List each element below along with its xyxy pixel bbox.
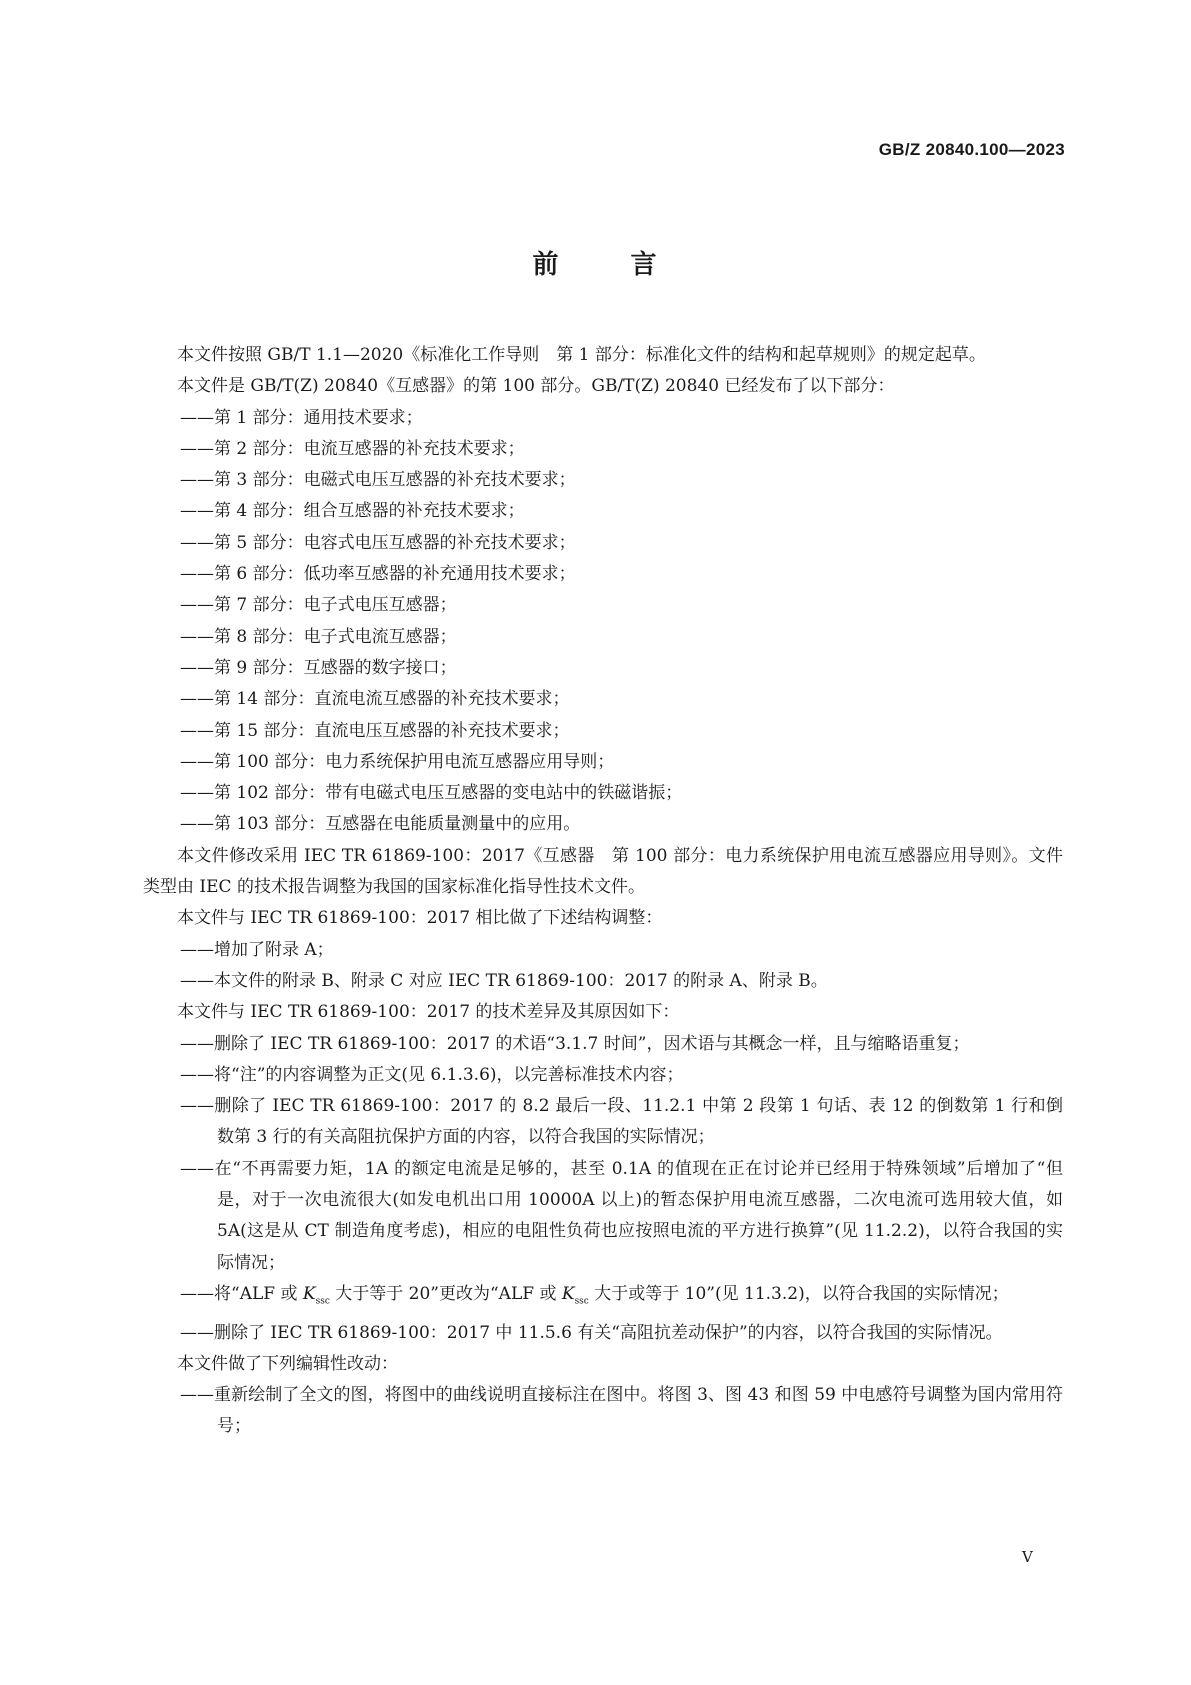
list-item-structure: ——增加了附录 A； [180,939,334,960]
list-item-part: ——第 103 部分：互感器在电能质量测量中的应用。 [180,814,581,835]
text-segment: 大于等于 20”更改为“ALF 或 [329,1283,562,1304]
list-item-part: ——第 7 部分：电子式电压互感器； [180,595,457,616]
paragraph-adoption: 本文件修改采用 IEC TR 61869-100：2017《互感器 第 100 部分：电力系统保护用电流互感器应用导则》。文件类型由 IEC 的技术报告调整为我国的国家标准化指导性技术文件。 [143,845,1063,898]
list-item-structure: ——本文件的附录 B、附录 C 对应 IEC TR 61869-100：2017 的附录 A、附录 B。 [180,970,828,991]
preface-body [143,340,1063,1443]
paragraph-series-intro: 本文件是 GB/T(Z) 20840《互感器》的第 100 部分。GB/T(Z) 20840 已经发布了以下部分： [177,376,895,397]
k-ssc-symbol [302,1283,330,1307]
text-segment: 大于或等于 10”(见 11.3.2)，以符合我国的实际情况； [588,1283,1009,1304]
document-code: GB/Z 20840.100—2023 [878,140,1065,159]
list-item-technical: ——删除了 IEC TR 61869-100：2017 中 11.5.6 有关“高阻抗差动保护”的内容，以符合我国的实际情况。 [180,1322,1003,1343]
paragraph-structure-changes: 本文件与 IEC TR 61869-100：2017 相比做了下述结构调整： [177,908,663,929]
list-item-technical: ——将“注”的内容调整为正文(见 6.1.3.6)，以完善标准技术内容； [180,1064,684,1085]
list-item-part: ——第 4 部分：组合互感器的补充技术要求； [180,501,525,522]
list-item-technical: ——在“不再需要力矩，1A 的额定电流是足够的，甚至 0.1A 的值现在正在讨论并已经用于特殊领域”后增加了“但是，对于一次电流很大(如发电机出口用 10000A 以上)的暂态保护用电流互感器，二次电流可选用较大值，如 5A(这是从 CT 制造角度考虑)，相应的电阻性负荷也应按照电流的平方进行换算”(见 11.2.2)，以符合我国的实际情况； [180,1158,1064,1273]
page-title [0,244,1191,281]
list-item-technical: ——删除了 IEC TR 61869-100：2017 的术语“3.1.7 时间”，因术语与其概念一样，且与缩略语重复； [180,1033,970,1054]
paragraph-technical-differences: 本文件与 IEC TR 61869-100：2017 的技术差异及其原因如下： [177,1002,680,1023]
list-item-part: ——第 3 部分：电磁式电压互感器的补充技术要求； [180,470,576,491]
paragraph-editorial-changes: 本文件做了下列编辑性改动： [177,1353,398,1374]
list-item-part: ——第 100 部分：电力系统保护用电流互感器应用导则； [180,751,615,772]
list-item-part: ——第 1 部分：通用技术要求； [180,407,423,428]
list-item-technical: ——删除了 IEC TR 61869-100：2017 的 8.2 最后一段、11.2.1 中第 2 段第 1 句话、表 12 的倒数第 1 行和倒数第 3 行的有关高阻抗保护方面的内容，以符合我国的实际情况； [180,1096,1063,1148]
ssc-subscript: ssc [574,1296,589,1307]
list-item-part: ——第 2 部分：电流互感器的补充技术要求； [180,438,525,459]
list-item-technical [143,1279,1063,1318]
k-letter: K [302,1283,316,1304]
list-item-part: ——第 5 部分：电容式电压互感器的补充技术要求； [180,532,576,553]
list-item-part: ——第 9 部分：互感器的数字接口； [180,657,457,678]
text-segment: ——将“ALF 或 [180,1283,303,1304]
list-item-part: ——第 15 部分：直流电压互感器的补充技术要求； [180,720,570,741]
k-letter: K [561,1283,575,1304]
list-item-part: ——第 102 部分：带有电磁式电压互感器的变电站中的铁磁谐振； [180,783,683,804]
list-item-part: ——第 6 部分：低功率互感器的补充通用技术要求； [180,564,576,585]
title-char-2: 言 [630,250,659,280]
list-item-part: ——第 8 部分：电子式电流互感器； [180,626,457,647]
title-char-1: 前 [532,250,561,280]
page-number: V [1022,1548,1033,1566]
list-item-editorial: ——重新绘制了全文的图，将图中的曲线说明直接标注在图中。将图 3、图 43 和图 59 中电感符号调整为国内常用符号； [180,1385,1063,1437]
list-item-part: ——第 14 部分：直流电流互感器的补充技术要求； [180,689,570,710]
paragraph-drafting-basis: 本文件按照 GB/T 1.1—2020《标准化工作导则 第 1 部分：标准化文件的结构和起草规则》的规定起草。 [177,345,986,365]
ssc-subscript: ssc [315,1296,330,1307]
k-ssc-symbol [561,1283,589,1307]
